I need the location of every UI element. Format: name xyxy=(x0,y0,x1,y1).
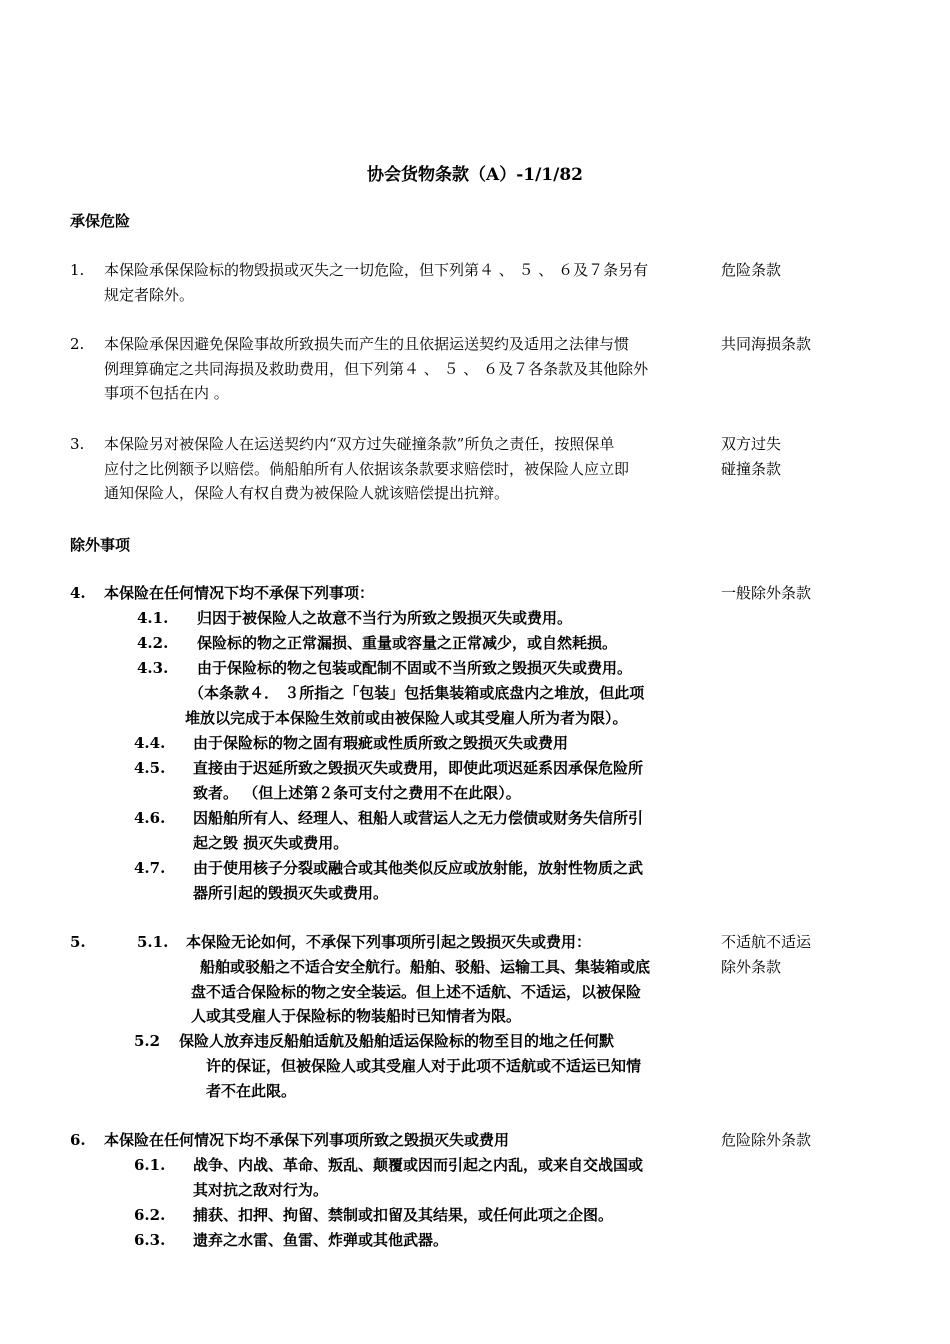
subclause-line: 者不在此限。 xyxy=(206,1081,297,1100)
side-label: 共同海损条款 xyxy=(721,335,812,353)
side-label-line: 除外条款 xyxy=(721,957,782,976)
subclause-number: 5.2 xyxy=(134,1032,161,1050)
subclause-number: 4.6. xyxy=(134,809,166,827)
side-label xyxy=(721,432,841,481)
subclause-line: 船舶或驳船之不适合安全航行。船舶、驳船、运输工具、集装箱或底 xyxy=(200,958,651,976)
subclause-text: 由于保险标的物之包装或配制不固或不当所致之毁损灭失或费用。 xyxy=(197,659,633,677)
subclause-text: 捕获、扣押、拘留、禁制或扣留及其结果，或任何此项之企图。 xyxy=(193,1206,614,1224)
subclause-number: 4.1. xyxy=(137,609,169,627)
section-heading-covered-risks: 承保危险 xyxy=(70,212,131,230)
note-line: 堆放以完成于本保险生效前或由被保险人或其受雇人所为者为限）。 xyxy=(185,708,628,727)
subclause-text xyxy=(191,955,650,1029)
subclause-intro: 本保险无论如何，不承保下列事项所引起之毁损灭失或费用： xyxy=(186,933,592,951)
subclause-line: 许的保证，但被保险人或其受雇人对于此项不适航或不适运已知情 xyxy=(206,1057,642,1075)
clause-4-intro: 本保险在任何情况下均不承保下列事项： xyxy=(104,584,375,602)
subclause-number: 4.5. xyxy=(134,759,166,777)
subclause-number: 4.2. xyxy=(137,634,169,652)
side-label xyxy=(721,930,841,979)
clause-2-text xyxy=(104,332,648,406)
subclause-text: 由于保险标的物之固有瑕疵或性质所致之毁损灭失或费用 xyxy=(193,734,569,752)
subclause-line: 致者。 （但上述第２条可支付之费用不在此限）。 xyxy=(193,783,521,802)
subclause-text: 保险标的物之正常漏损、重量或容量之正常减少，或自然耗损。 xyxy=(197,634,618,652)
subclause-number: 6.3. xyxy=(134,1231,166,1249)
subclause-intro: 保险人放弃违反船舶适航及船舶适运保险标的物至目的地之任何默 xyxy=(179,1032,615,1050)
document-title: 协会货物条款（A）-1/1/82 xyxy=(367,165,583,185)
subclause-number: 5.1. xyxy=(137,933,169,951)
subclause-number: 4.4. xyxy=(134,734,166,752)
clause-number: 4. xyxy=(70,584,86,602)
subclause-number: 4.7. xyxy=(134,859,166,877)
clause-line: 应付之比例额予以赔偿。倘船舶所有人依据该条款要求赔偿时，被保险人应立即 xyxy=(104,459,630,478)
clause-number: 3. xyxy=(70,435,85,453)
note-line: （本条款４． ３所指之「包装」包括集装箱或底盘内之堆放，但此项 xyxy=(189,684,645,702)
subclause-text: 遗弃之水雷、鱼雷、炸弹或其他武器。 xyxy=(193,1231,449,1249)
subclause-number: 6.2. xyxy=(134,1206,166,1224)
subclause-line: 其对抗之敌对行为。 xyxy=(193,1180,329,1199)
clause-1-text xyxy=(104,258,648,307)
subclause-text xyxy=(193,856,643,905)
clause-line: 本保险承保因避免保险事故所致损失而产生的且依据运送契约及适用之法律与惯 xyxy=(104,335,630,353)
clause-6-intro: 本保险在任何情况下均不承保下列事项所致之毁损灭失或费用 xyxy=(104,1131,510,1149)
clause-line: 本保险承保保险标的物毁损或灭失之一切危险，但下列第４ 、 ５ 、 ６及７条另有 xyxy=(104,261,649,279)
clause-number: 2. xyxy=(70,335,85,353)
side-label-line: 不适航不适运 xyxy=(721,933,812,951)
clause-number: 5. xyxy=(70,933,86,951)
subclause-text: 归因于被保险人之故意不当行为所致之毁损灭失或费用。 xyxy=(197,609,573,627)
subclause-line: 直接由于迟延所致之毁损灭失或费用，即使此项迟延系因承保危险所 xyxy=(193,759,644,777)
subclause-line: 起之毁 损灭失或费用。 xyxy=(193,833,349,852)
subclause-text xyxy=(193,756,643,805)
side-label-line: 碰撞条款 xyxy=(721,459,782,478)
subclause-text xyxy=(193,1153,643,1202)
subclause-text xyxy=(206,1054,641,1103)
side-label-line: 双方过失 xyxy=(721,435,782,453)
subclause-number: 4.3. xyxy=(137,659,169,677)
subclause-number: 6.1. xyxy=(134,1156,166,1174)
section-heading-exclusions: 除外事项 xyxy=(70,536,131,554)
side-label: 危险条款 xyxy=(721,261,782,279)
side-label: 危险除外条款 xyxy=(721,1131,812,1149)
subclause-note xyxy=(185,681,645,730)
subclause-line: 盘不适合保险标的物之安全装运。但上述不适航、不适运，以被保险 xyxy=(191,982,642,1001)
subclause-line: 战争、内战、革命、叛乱、颠覆或因而引起之内乱，或来自交战国或 xyxy=(193,1156,644,1174)
subclause-line: 因船舶所有人、经理人、租船人或营运人之无力偿债或财务失信所引 xyxy=(193,809,644,827)
clause-line: 规定者除外。 xyxy=(104,285,195,304)
subclause-line: 由于使用核子分裂或融合或其他类似反应或放射能，放射性物质之武 xyxy=(193,859,644,877)
clause-line: 事项不包括在内 。 xyxy=(104,384,229,402)
subclause-line: 器所引起的毁损灭失或费用。 xyxy=(193,883,389,902)
clause-line: 本保险另对被保险人在运送契约内“双方过失碰撞条款”所负之责任，按照保单 xyxy=(104,435,615,453)
clause-number: 1. xyxy=(70,261,85,279)
clause-3-text xyxy=(104,432,629,506)
clause-line: 例理算确定之共同海损及救助费用，但下列第４ 、 ５ 、 ６及７各条款及其他除外 xyxy=(104,359,649,378)
clause-line: 通知保险人，保险人有权自费为被保险人就该赔偿提出抗辩。 xyxy=(104,484,510,502)
subclause-text xyxy=(193,806,643,855)
subclause-line: 人或其受雇人于保险标的物装船时已知情者为限。 xyxy=(191,1007,522,1025)
clause-number: 6. xyxy=(70,1131,86,1149)
side-label: 一般除外条款 xyxy=(721,584,812,602)
